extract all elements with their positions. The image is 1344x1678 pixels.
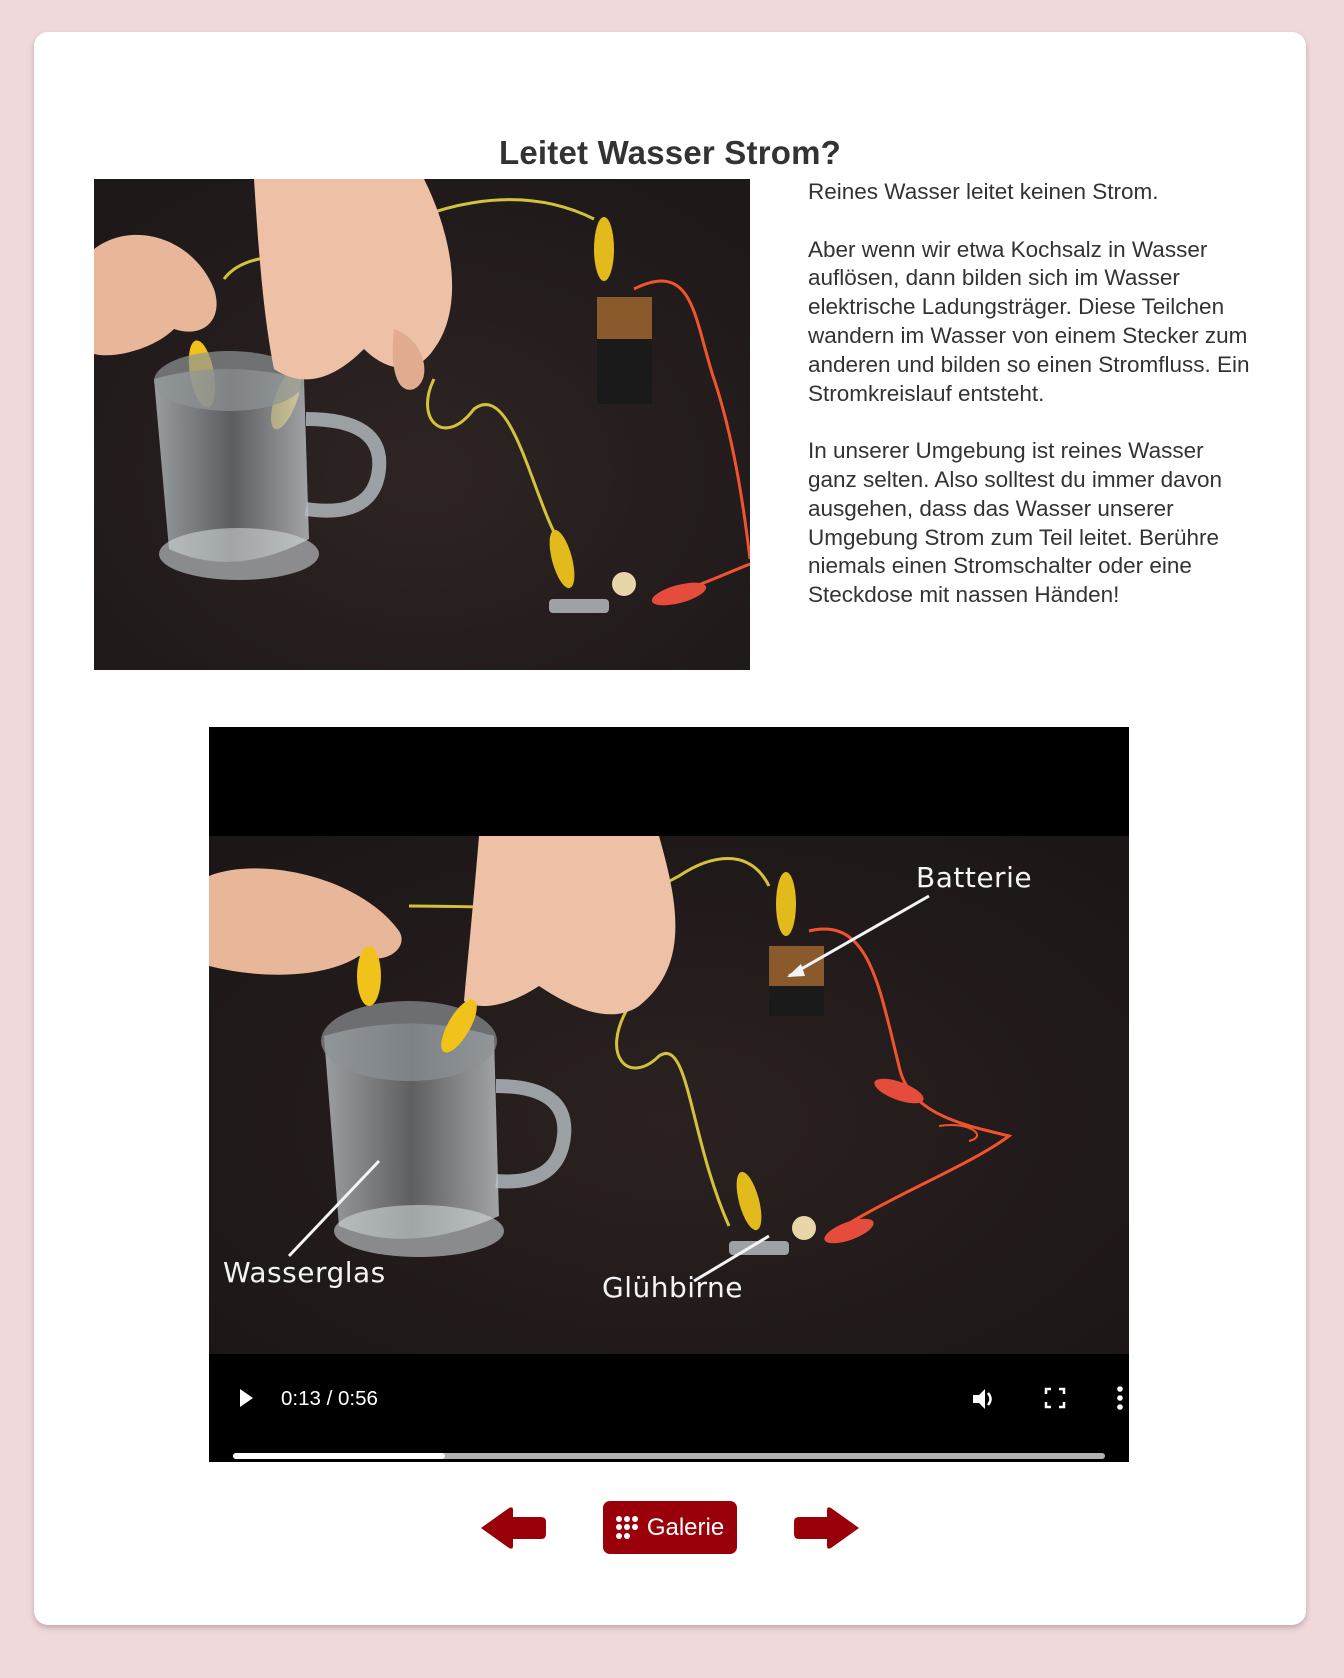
paragraph-intro: Reines Wasser leitet keinen Strom. <box>808 179 1159 204</box>
explanation-text <box>808 178 1258 639</box>
video-controls <box>209 1354 1129 1462</box>
volume-icon <box>969 1384 999 1414</box>
video-player[interactable] <box>209 727 1129 1462</box>
fullscreen-button[interactable] <box>1043 1386 1067 1410</box>
more-options-button[interactable] <box>1114 1384 1126 1412</box>
experiment-photo-illustration <box>94 179 750 670</box>
arrow-right-icon <box>793 1505 861 1551</box>
paragraph-salt: Aber wenn wir etwa Kochsalz in Wasser auflösen, dann bilden sich im Wasser elektrische Ladungsträger. Diese Teilchen wandern im Wasser von einem Stecker zum anderen und bilden so einen Stromfluss. Ein Stromkreislauf entsteht. <box>808 236 1250 406</box>
fullscreen-icon <box>1043 1386 1067 1410</box>
progress-bar[interactable] <box>233 1453 1105 1459</box>
play-button[interactable] <box>234 1386 258 1410</box>
play-icon <box>234 1386 258 1410</box>
volume-button[interactable] <box>969 1384 999 1414</box>
paragraph-warning: In unserer Umgebung ist reines Wasser ganz selten. Also solltest du immer davon ausgehen, dass das Wasser unserer Umgebung Strom zum Teil leitet. Berühre niemals einen Stromschalter oder eine Steckdose mit nassen Händen! <box>808 438 1222 608</box>
grid-icon <box>616 1516 640 1540</box>
more-vertical-icon <box>1114 1384 1126 1412</box>
next-button[interactable] <box>793 1505 861 1551</box>
gallery-label: Galerie <box>646 1513 725 1541</box>
gallery-button[interactable] <box>603 1501 737 1554</box>
arrow-left-icon <box>479 1505 547 1551</box>
previous-button[interactable] <box>479 1505 547 1551</box>
video-frame[interactable] <box>209 836 1129 1354</box>
page-title: Leitet Wasser Strom? <box>498 134 842 171</box>
annotation-battery: Batterie <box>916 861 1033 894</box>
content-card <box>34 32 1306 1625</box>
annotation-glass: Wasserglas <box>223 1256 386 1289</box>
experiment-photo <box>94 179 750 670</box>
annotation-bulb: Glühbirne <box>602 1271 744 1304</box>
progress-fill <box>233 1453 445 1459</box>
time-display: 0:13 / 0:56 <box>281 1387 378 1410</box>
